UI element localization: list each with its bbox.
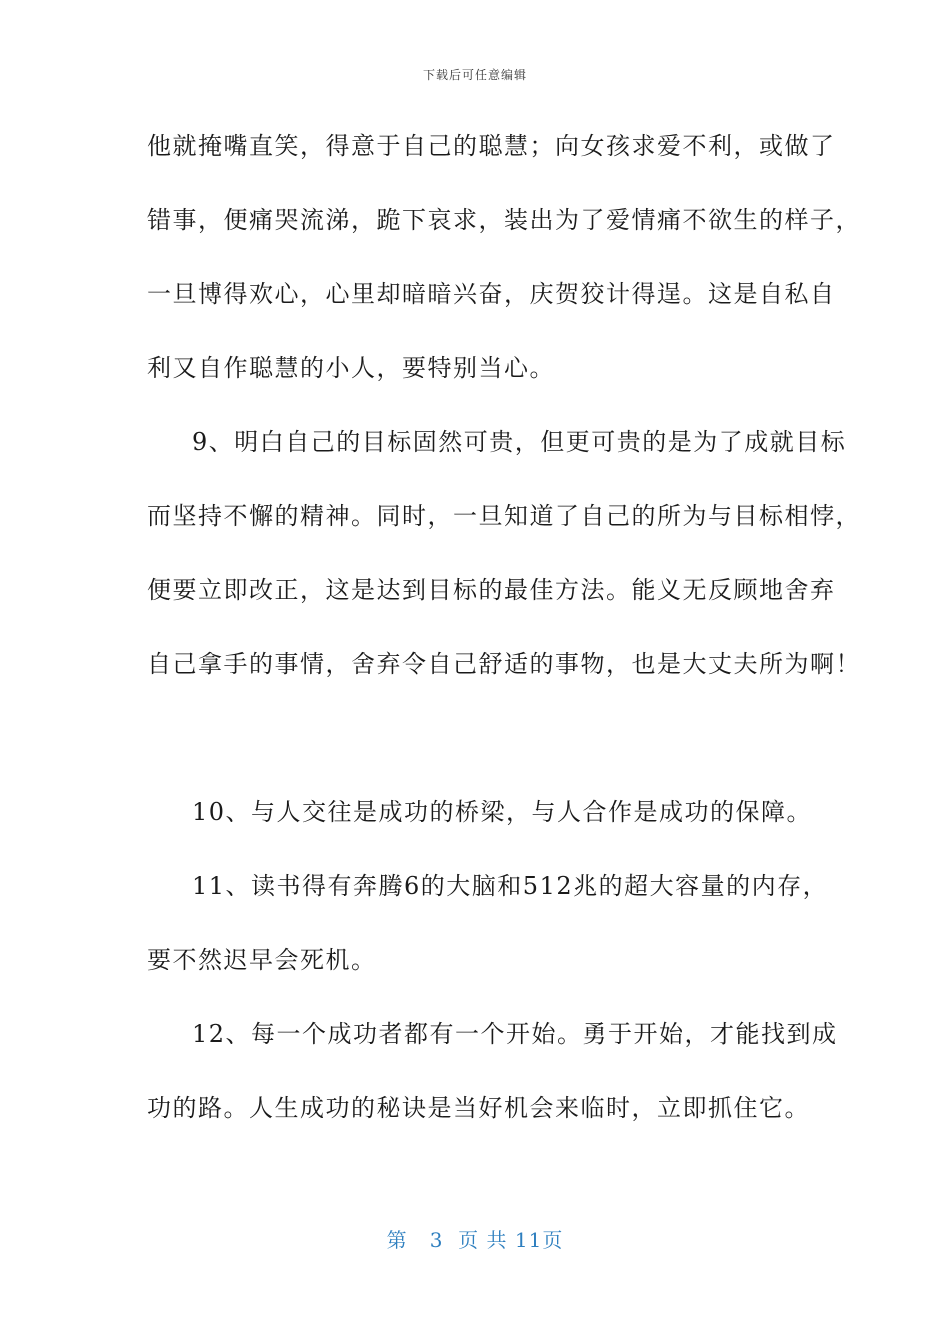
document-body (147, 122, 861, 1158)
paragraph-gap (147, 714, 812, 788)
footer-suffix: 页 (542, 1228, 564, 1252)
text-line: 功的路。人生成功的秘诀是当好机会来临时，立即抓住它。 (147, 1094, 810, 1122)
text-line-item-9: 9、明白自己的目标固然可贵，但更可贵的是为了成就目标 (192, 428, 847, 456)
header-note: 下载后可任意编辑 (422, 68, 527, 82)
text-line: 自己拿手的事情，舍弃令自己舒适的事物，也是大丈夫所为啊！ (147, 650, 861, 678)
text-line: 他就掩嘴直笑，得意于自己的聪慧；向女孩求爱不利，或做了 (147, 132, 836, 160)
text-line: 便要立即改正，这是达到目标的最佳方法。能义无反顾地舍弃 (147, 576, 836, 604)
footer-page-word: 页 (458, 1228, 480, 1252)
text-line-item-10: 10、与人交往是成功的桥梁，与人合作是成功的保障。 (192, 798, 813, 826)
text-line: 一旦博得欢心，心里却暗暗兴奋，庆贺狡计得逞。这是自私自 (147, 280, 836, 308)
footer-total-word: 共 (486, 1228, 508, 1252)
text-line: 而坚持不懈的精神。同时，一旦知道了自己的所为与目标相悖， (147, 502, 861, 530)
page-footer (0, 1224, 950, 1253)
text-line: 利又自作聪慧的小人，要特别当心。 (147, 354, 555, 382)
text-line: 要不然迟早会死机。 (147, 946, 377, 974)
current-page-number: 3 (429, 1228, 444, 1252)
footer-prefix: 第 (386, 1228, 408, 1252)
text-line-item-12: 12、每一个成功者都有一个开始。勇于开始，才能找到成 (192, 1020, 838, 1048)
text-line-item-11: 11、读书得有奔腾6的大脑和512兆的超大容量的内存， (192, 872, 829, 900)
text-line: 错事，便痛哭流涕，跪下哀求，装出为了爱情痛不欲生的样子， (147, 206, 861, 234)
total-pages-number: 11 (514, 1228, 543, 1252)
